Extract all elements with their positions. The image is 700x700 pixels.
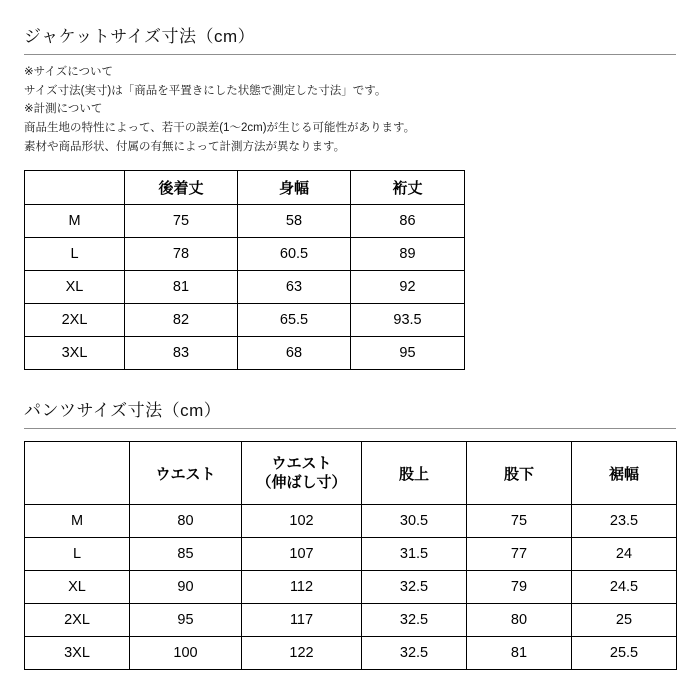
cell-size: L xyxy=(25,538,130,571)
table-row xyxy=(25,271,465,304)
cell-size: XL xyxy=(25,571,130,604)
cell-size: M xyxy=(25,205,125,238)
cell-waist-stretched: 107 xyxy=(242,538,362,571)
cell-inseam: 80 xyxy=(467,604,572,637)
cell-back-length: 75 xyxy=(125,205,238,238)
table-row xyxy=(25,238,465,271)
table-row xyxy=(25,304,465,337)
pants-size-table xyxy=(24,441,677,670)
jacket-notes xyxy=(24,63,676,156)
column-header-waist-stretched-line2: （伸ばし寸） xyxy=(256,474,347,492)
cell-waist: 90 xyxy=(130,571,242,604)
column-header-rise: 股上 xyxy=(362,442,467,505)
cell-size: 3XL xyxy=(25,337,125,370)
column-header-waist-stretched xyxy=(242,442,362,505)
cell-size: 2XL xyxy=(25,304,125,337)
cell-sleeve-length: 92 xyxy=(351,271,465,304)
pants-title-divider xyxy=(24,428,676,429)
cell-sleeve-length: 93.5 xyxy=(351,304,465,337)
note-line-2: サイズ寸法(実寸)は「商品を平置きにした状態で測定した寸法」です。 xyxy=(24,84,387,97)
cell-sleeve-length: 95 xyxy=(351,337,465,370)
cell-waist-stretched: 102 xyxy=(242,505,362,538)
table-row xyxy=(25,637,677,670)
jacket-size-table xyxy=(24,170,465,370)
cell-size: 3XL xyxy=(25,637,130,670)
cell-waist-stretched: 112 xyxy=(242,571,362,604)
cell-rise: 32.5 xyxy=(362,604,467,637)
table-row xyxy=(25,538,677,571)
cell-rise: 32.5 xyxy=(362,637,467,670)
cell-waist: 80 xyxy=(130,505,242,538)
cell-back-length: 82 xyxy=(125,304,238,337)
cell-body-width: 68 xyxy=(238,337,351,370)
cell-waist: 85 xyxy=(130,538,242,571)
table-row xyxy=(25,571,677,604)
cell-back-length: 83 xyxy=(125,337,238,370)
note-line-4: 商品生地の特性によって、若干の誤差(1〜2cm)が生じる可能性があります。 xyxy=(24,121,416,134)
cell-size: XL xyxy=(25,271,125,304)
table-row xyxy=(25,505,677,538)
cell-waist: 95 xyxy=(130,604,242,637)
cell-body-width: 63 xyxy=(238,271,351,304)
table-row xyxy=(25,604,677,637)
cell-inseam: 79 xyxy=(467,571,572,604)
note-line-5: 素材や商品形状、付属の有無によって計測方法が異なります。 xyxy=(24,140,346,153)
cell-inseam: 77 xyxy=(467,538,572,571)
column-header-body-width: 身幅 xyxy=(238,171,351,205)
column-header-back-length: 後着丈 xyxy=(125,171,238,205)
cell-sleeve-length: 89 xyxy=(351,238,465,271)
cell-waist-stretched: 117 xyxy=(242,604,362,637)
cell-hem-width: 23.5 xyxy=(572,505,677,538)
pants-section-title: パンツサイズ寸法（cm） xyxy=(24,401,222,421)
note-line-3: ※計測について xyxy=(24,103,103,116)
cell-size: M xyxy=(25,505,130,538)
table-header-row xyxy=(25,442,677,505)
cell-hem-width: 24.5 xyxy=(572,571,677,604)
jacket-title-divider xyxy=(24,54,676,55)
cell-size: 2XL xyxy=(25,604,130,637)
cell-size: L xyxy=(25,238,125,271)
cell-rise: 32.5 xyxy=(362,571,467,604)
cell-rise: 30.5 xyxy=(362,505,467,538)
cell-hem-width: 25.5 xyxy=(572,637,677,670)
cell-back-length: 78 xyxy=(125,238,238,271)
cell-back-length: 81 xyxy=(125,271,238,304)
cell-hem-width: 25 xyxy=(572,604,677,637)
column-header-sleeve-length: 裄丈 xyxy=(351,171,465,205)
note-line-1: ※サイズについて xyxy=(24,66,113,78)
cell-inseam: 81 xyxy=(467,637,572,670)
column-header-inseam: 股下 xyxy=(467,442,572,505)
cell-waist-stretched: 122 xyxy=(242,637,362,670)
column-header-hem-width: 裾幅 xyxy=(572,442,677,505)
cell-body-width: 65.5 xyxy=(238,304,351,337)
column-header-size xyxy=(25,171,125,205)
table-row xyxy=(25,205,465,238)
cell-body-width: 60.5 xyxy=(238,238,351,271)
cell-rise: 31.5 xyxy=(362,538,467,571)
column-header-size xyxy=(25,442,130,505)
cell-sleeve-length: 86 xyxy=(351,205,465,238)
jacket-section-title: ジャケットサイズ寸法（cm） xyxy=(24,27,256,46)
cell-hem-width: 24 xyxy=(572,538,677,571)
table-row xyxy=(25,337,465,370)
cell-inseam: 75 xyxy=(467,505,572,538)
cell-body-width: 58 xyxy=(238,205,351,238)
table-header-row xyxy=(25,171,465,205)
column-header-waist-stretched-line1: ウエスト xyxy=(271,454,332,472)
cell-waist: 100 xyxy=(130,637,242,670)
column-header-waist: ウエスト xyxy=(130,442,242,505)
